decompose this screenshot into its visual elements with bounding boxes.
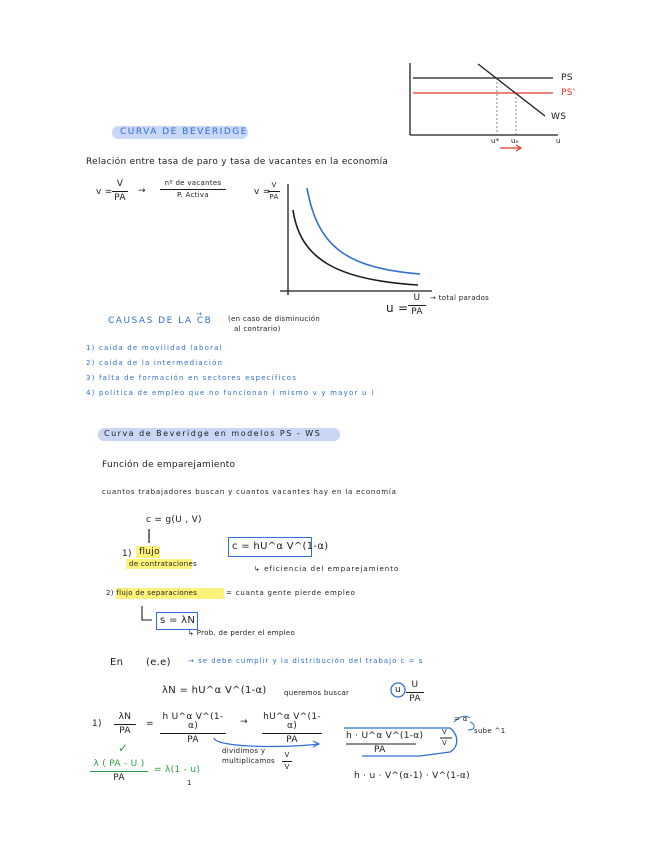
flujo-text: flujo xyxy=(139,547,160,557)
step-rhs-fraction: h U^α V^(1-α) PA xyxy=(160,713,226,745)
causes-note-1: (en caso de disminución xyxy=(228,315,321,323)
title-curva-beveridge: CURVA DE BEVERIDGE xyxy=(120,127,248,137)
graph-v-fraction: V PA xyxy=(269,181,279,201)
v-fraction: V PA xyxy=(112,180,128,203)
ps2-label: PS' xyxy=(561,88,576,98)
intro-text: Relación entre tasa de paro y tasa de vacantes en la economía xyxy=(86,157,389,167)
lambda-equation: λN = hU^α V^(1-α) xyxy=(162,685,267,696)
eficiencia-text: ↳ eficiencia del emparejamiento xyxy=(254,565,400,573)
final-expression: h · u · V^(α-1) · V^(1-α) xyxy=(354,771,470,781)
boxed-frac-den: V xyxy=(442,739,448,747)
v-fraction-words: nº de vacantes P. Activa xyxy=(160,180,226,199)
cause-1: 1) caída de movilidad laboral xyxy=(86,344,223,352)
v-arrow: → xyxy=(138,186,146,196)
green-equation: = λ(1 - u) xyxy=(154,765,201,775)
cause-2: 2) caída de la intermediación xyxy=(86,359,224,367)
causes-title-arrow: → xyxy=(196,310,203,318)
dividimos-2: multiplicamos xyxy=(222,757,276,765)
u-e-label: uₑ xyxy=(511,137,519,145)
ee-note: → se debe cumplir y la distribución del trabajo c = s xyxy=(188,657,424,665)
item1-number: 1) xyxy=(122,549,132,559)
dividimos-fraction: V V xyxy=(282,752,292,771)
en-label: En xyxy=(110,657,124,668)
graph-v-lhs: v = xyxy=(254,187,271,197)
u-target-fraction: U PA xyxy=(406,681,424,704)
boxed-frac-num: V xyxy=(442,728,448,736)
title-beveridge-ps-ws: Curva de Beveridge en modelos PS - WS xyxy=(104,429,322,438)
causes-note-2: al contrario) xyxy=(234,325,281,333)
u-fraction: U PA xyxy=(408,294,426,317)
c-function: c = g(U , V) xyxy=(146,515,202,525)
step-equals: = xyxy=(146,719,154,729)
alpha-note: = α xyxy=(454,715,468,723)
u-circle-label: u xyxy=(395,685,402,695)
boxed-expression-num: h · U^α V^(1-α) xyxy=(346,731,424,741)
one-label: 1 xyxy=(187,779,192,787)
sube-note: sube ^1 xyxy=(474,727,506,735)
matching-desc: cuantos trabajadores buscan y cuantos vacantes hay en la economía xyxy=(102,488,397,496)
s-formula: s = λN xyxy=(160,615,196,626)
step-arrow: → xyxy=(240,717,248,727)
green-fraction: λ ( PA - U ) PA xyxy=(90,760,148,783)
dividimos-1: dividimos y xyxy=(222,747,266,755)
u-note: → total parados xyxy=(430,294,490,302)
boxed-expression-den: PA xyxy=(374,745,386,755)
step-rhs2-fraction: hU^α V^(1-α) PA xyxy=(263,712,321,745)
item2-description: = cuanta gente pierde empleo xyxy=(226,589,356,597)
contrataciones-text: de contrataciones xyxy=(129,560,198,568)
step-label: 1) xyxy=(92,719,102,729)
u-star-label: u* xyxy=(491,137,500,145)
green-check-icon: ✓ xyxy=(118,741,129,755)
cause-4: 4) política de empleo que no funcionan ( mismo v y mayor u ) xyxy=(86,389,375,397)
c-formula: c = hU^α V^(1-α) xyxy=(232,541,329,552)
cause-3: 3) falta de formación en sectores específicos xyxy=(86,374,298,382)
s-note: ↳ Prob. de perder el empleo xyxy=(188,629,296,637)
ee-label: (e.e) xyxy=(146,657,171,668)
ps-label: PS xyxy=(561,73,573,83)
ws-label: WS xyxy=(551,112,567,122)
u-axis-label: u xyxy=(556,137,561,145)
matching-title: Función de emparejamiento xyxy=(102,460,236,470)
step-fraction: λN PA xyxy=(114,713,136,736)
queremos-text: queremos buscar xyxy=(284,689,350,697)
v-lhs: v = xyxy=(96,187,113,197)
u-lhs: u = xyxy=(386,301,409,315)
item2-label: 2) flujo de separaciones xyxy=(106,589,198,597)
causes-title: CAUSAS DE LA CB xyxy=(108,316,213,326)
